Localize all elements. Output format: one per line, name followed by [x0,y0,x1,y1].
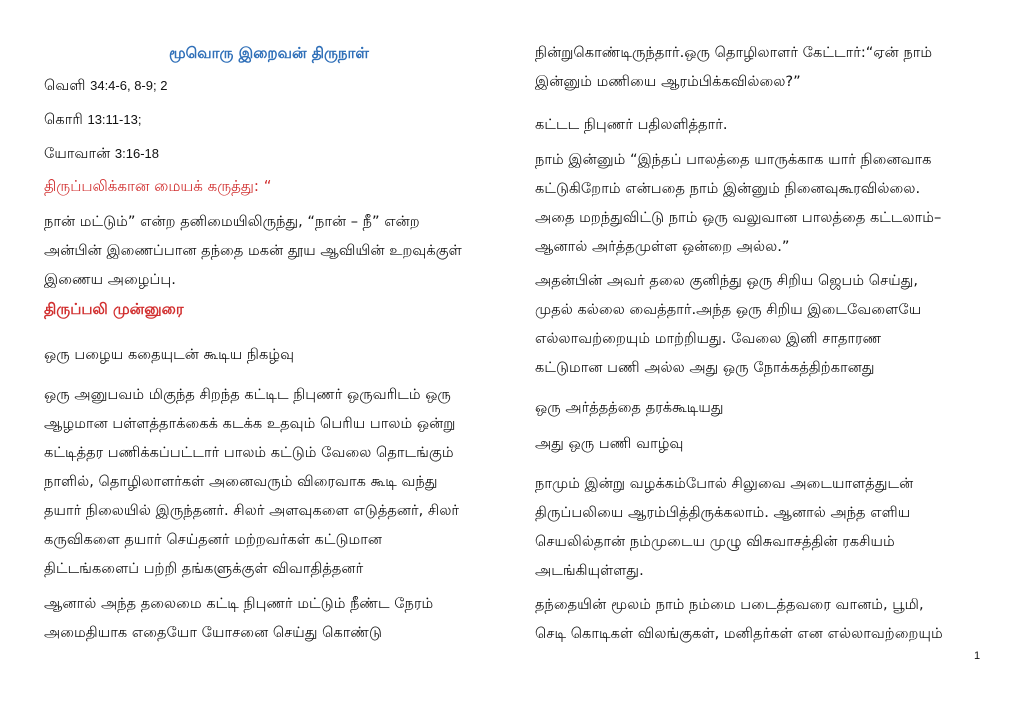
text-line: செடி கொடிகள் விலங்குகள், மனிதர்கள் என எல்லாவற்றையும் [535,625,943,642]
theme-heading: திருப்பலிக்கான மையக் கருத்து: “ [44,177,272,195]
text-line: அதன்பின் அவர் தலை குனிந்து ஒரு சிறிய ஜெபம் செய்து, [535,272,919,289]
text-line: இன்னும் மணியை ஆரம்பிக்கவில்லை?” [535,73,801,90]
text-line: திட்டங்களைப் பற்றி தங்களுக்குள் விவாதித்தனர் [44,560,364,577]
paragraph-1 [44,380,459,583]
text-line: இணைய அழைப்பு. [44,271,176,288]
reading-3 [44,139,159,168]
text-line: முதல் கல்லை வைத்தார்.அந்த ஒரு சிறிய இடைவேளையே [535,301,922,318]
reading-ref: 3:16-18 [114,146,159,161]
paragraph-r8 [535,590,943,648]
text-line: கட்டுமான பணி அல்ல அது ஒரு நோக்கத்திற்கானது [535,359,875,376]
text-line: கருவிகளை தயார் செய்தனர் மற்றவர்கள் கட்டுமான [44,531,383,548]
reading-ref: 13:11-13; [87,112,142,127]
text-line: நாளில், தொழிலாளர்கள் அனைவரும் விரைவாக கூடி வந்து [44,473,438,490]
theme-text [44,207,462,294]
paragraph-r3 [535,145,941,261]
text-line: ஆனால் அந்த தலைமை கட்டி நிபுணர் மட்டும் நீண்ட நேரம் [44,595,434,612]
page-title: மூவொரு இறைவன் திருநாள் [169,44,369,62]
text-line: எல்லாவற்றையும் மாற்றியது. வேலை இனி சாதாரண [535,330,882,347]
reading-book: வெளி [44,77,86,94]
paragraph-r6: அது ஒரு பணி வாழ்வு [535,435,684,452]
text-line: கட்டித்தர பணிக்கப்பட்டார் பாலம் கட்டும் வேலை தொடங்கும் [44,444,454,461]
paragraph-r1 [535,38,932,96]
reading-ref: 34:4-6, 8-9; 2 [90,78,168,93]
text-line: நாமும் இன்று வழக்கம்போல் சிலுவை அடையாளத்துடன் [535,475,914,492]
text-line: அதை மறந்துவிட்டு நாம் ஒரு வலுவான பாலத்தை கட்டலாம்– [535,209,942,226]
paragraph-r2: கட்டட நிபுணர் பதிலளித்தார். [535,116,728,133]
text-line: ஆழமான பள்ளத்தாக்கைக் கடக்க உதவும் பெரிய பாலம் ஒன்று [44,415,456,432]
text-line: திருப்பலியை ஆரம்பித்திருக்கலாம். ஆனால் அந்த எளிய [535,504,911,521]
text-line: செயலில்தான் நம்முடைய முழு விசுவாசத்தின் ரகசியம் [535,533,895,550]
reading-2 [44,105,141,134]
text-line: கட்டுகிறோம் என்பதை நாம் இன்னும் நினைவுகூரவில்லை. [535,180,921,197]
paragraph-r7 [535,469,913,585]
text-line: தயார் நிலையில் இருந்தனர். சிலர் அளவுகளை எடுத்தனர், சிலர் [44,502,460,519]
paragraph-r5: ஒரு அர்த்தத்தை தரக்கூடியது [535,399,724,416]
paragraph-2 [44,589,433,647]
reading-book: கொரி [44,111,83,128]
reading-book: யோவான் [44,145,111,162]
text-line: ஆனால் அர்த்தமுள்ள ஒன்றை அல்ல.” [535,238,790,255]
text-line: ஒரு அனுபவம் மிகுந்த சிறந்த கட்டிட நிபுணர் ஒருவரிடம் ஒரு [44,386,451,403]
text-line: தந்தையின் மூலம் நாம் நம்மை படைத்தவரை வானம், பூமி, [535,596,924,613]
intro-heading: திருப்பலி முன்னுரை [44,300,184,318]
text-line: நான் மட்டும்” என்ற தனிமையிலிருந்து, “நான் – நீ” என்ற [44,213,420,230]
paragraph-r4 [535,266,921,382]
text-line: நாம் இன்னும் “இந்தப் பாலத்தை யாருக்காக யார் நினைவாக [535,151,932,168]
text-line: அமைதியாக எதையோ யோசனை செய்து கொண்டு [44,624,383,641]
text-line: அன்பின் இணைப்பான தந்தை மகன் தூய ஆவியின் உறவுக்குள் [44,242,462,259]
reading-1 [44,71,167,100]
text-line: அடங்கியுள்ளது. [535,562,644,579]
text-line: நின்றுகொண்டிருந்தார்.ஒரு தொழிலாளர் கேட்டார்:“ஏன் நாம் [535,44,933,61]
story-title: ஒரு பழைய கதையுடன் கூடிய நிகழ்வு [44,346,295,363]
page-number: 1 [974,650,981,662]
